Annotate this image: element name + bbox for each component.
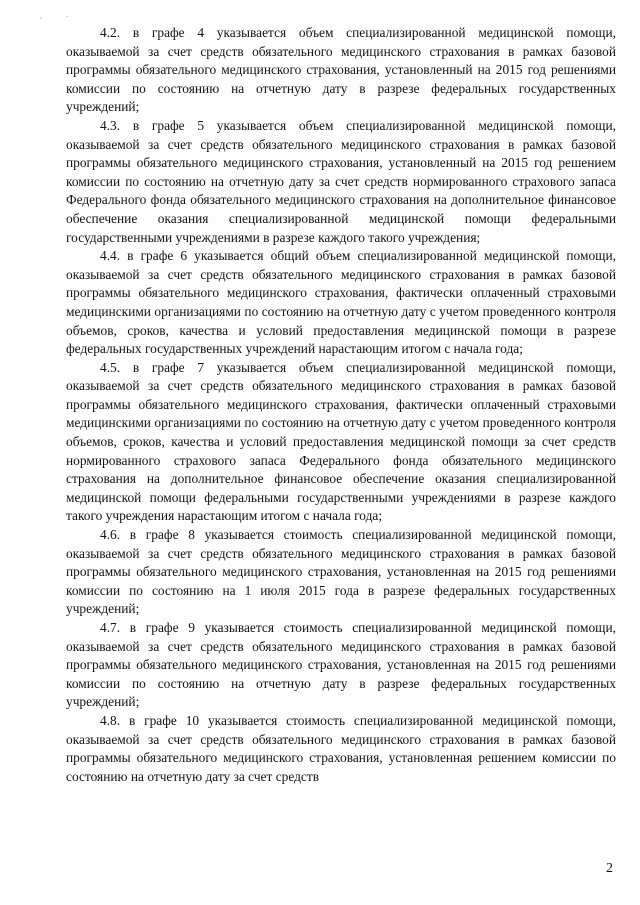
paragraph-4-4: 4.4. в графе 6 указывается общий объем специализированной медицинской помощи, оказываемой за счет средств обязательного медицинского страхования в рамках базовой программы обязательного медицинского страхования, фактически оплаченный страховыми медицинскими организациями по состоянию на отчетную дату с учетом проведенного контроля объемов, сроков, качества и условий предоставления медицинской помощи в разрезе федеральных государственных учреждений нарастающим итогом с начала года; xyxy=(66,248,616,357)
paragraph-4-5: 4.5. в графе 7 указывается объем специализированной медицинской помощи, оказываемой за счет средств обязательного медицинского страхования в рамках базовой программы обязательного медицинского страхования, фактически оплаченный страховыми медицинскими организациями по состоянию на отчетную дату с учетом проведенного контроля объемов, сроков, качества и условий предоставления медицинской помощи за счет средств нормированного страхового запаса Федерального фонда обязательного медицинского страхования на дополнительное финансовое обеспечение оказания специализированной медицинской помощи федеральными государственными учреждениями в разрезе каждого такого учреждения нарастающим итогом с начала года; xyxy=(66,359,616,524)
body-text xyxy=(66,24,616,786)
paragraph-4-2: 4.2. в графе 4 указывается объем специализированной медицинской помощи, оказываемой за счет средств обязательного медицинского страхования в рамках базовой программы обязательного медицинского страхования, установленный на 2015 год решениями комиссии по состоянию на отчетную дату в разрезе федеральных государственных учреждений; xyxy=(66,25,616,115)
paragraph-4-3: 4.3. в графе 5 указывается объем специализированной медицинской помощи, оказываемой за счет средств обязательного медицинского страхования в рамках базовой программы обязательного медицинского страхования, установленный на 2015 год решением комиссии по состоянию на отчетную дату за счет средств нормированного страхового запаса Федерального фонда обязательного медицинского страхования на дополнительное финансовое обеспечение оказания специализированной медицинской помощи федеральными государственными учреждениями в разрезе каждого такого учреждения; xyxy=(66,117,616,245)
paragraph-4-8: 4.8. в графе 10 указывается стоимость специализированной медицинской помощи, оказываемой за счет средств обязательного медицинского страхования в рамках базовой программы обязательного медицинского страхования, установленная решением комиссии по состоянию на отчетную дату за счет средств xyxy=(66,712,616,784)
paragraph-4-6: 4.6. в графе 8 указывается стоимость специализированной медицинской помощи, оказываемой за счет средств обязательного медицинского страхования в рамках базовой программы обязательного медицинского страхования, установленная на 2015 год решениями комиссии по состоянию на 1 июля 2015 года в разрезе федеральных государственных учреждений; xyxy=(66,527,616,617)
paragraph-4-7: 4.7. в графе 9 указывается стоимость специализированной медицинской помощи, оказываемой за счет средств обязательного медицинского страхования в рамках базовой программы обязательного медицинского страхования, установленная на 2015 год решениями комиссии по состоянию на отчетную дату в разрезе федеральных государственных учреждений; xyxy=(66,620,616,710)
scan-artifact-mark: · xyxy=(66,13,69,21)
scan-artifact-mark: ' xyxy=(40,16,42,24)
page-number: 2 xyxy=(606,861,613,876)
